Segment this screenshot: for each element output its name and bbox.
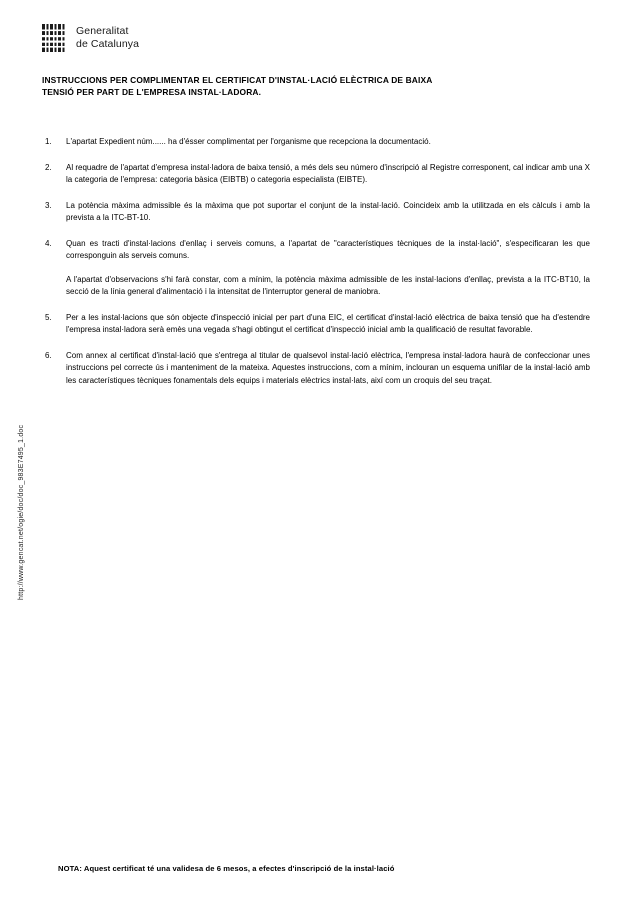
- list-item-number: 4.: [45, 238, 52, 248]
- list-item-paragraph: Al requadre de l'apartat d'empresa instal·ladora de baixa tensió, a més dels seu número d'inscripció al Registre corresponent, cal indicar amb una X la categoria de l'empresa: categoria bàsica (EIBTB) o categoria especialista (EIBTE).: [66, 162, 590, 184]
- list-item-paragraph: Per a les instal·lacions que són objecte d'inspecció inicial per part d'una EIC, el certificat d'instal·lació elèctrica de baixa tensió que ha d'estendre l'empresa instal·ladora serà emès una vegada s'hagi obtingut el certificat d'inspecció inicial amb la qualificació de resultat favorable.: [66, 312, 590, 334]
- list-item-body: [66, 350, 590, 388]
- list-item-body: [66, 136, 590, 149]
- list-item-paragraph: Quan es tracti d'instal·lacions d'enllaç i serveis comuns, a l'apartat de "característiques tècniques de la instal·lació", s'especificaran les que corresponguin als serveis comuns.: [66, 238, 590, 260]
- logo-line-2: de Catalunya: [76, 38, 140, 50]
- list-item-body: [66, 312, 590, 337]
- list-item-number: 5.: [45, 312, 52, 322]
- generalitat-catalunya-logo-icon: [42, 24, 68, 52]
- page-title-line-1: INSTRUCCIONS PER COMPLIMENTAR EL CERTIFICAT D'INSTAL·LACIÓ ELÈCTRICA DE BAIXA: [42, 75, 433, 85]
- list-item-paragraph: La potència màxima admissible és la màxima que pot suportar el conjunt de la instal·lació. Coincideix amb la utilitzada en els càlculs i amb la prevista a la ITC-BT-10.: [66, 200, 590, 222]
- list-item: [42, 162, 590, 187]
- page-title: [42, 74, 590, 98]
- list-item-number: 6.: [45, 350, 52, 360]
- list-item-paragraph: Com annex al certificat d'instal·lació que s'entrega al titular de qualsevol instal·lació elèctrica, l'empresa instal·ladora haurà de confeccionar unes instruccions pel correcte ús i manteniment de la mateixa. Aquestes instruccions, com a mínim, inclouran un esquema unifilar de la instal·lació amb les característiques tècniques fonamentals dels equips i materials elèctrics instal·lats, així com un croquis del seu traçat.: [66, 350, 590, 385]
- list-item-number: 3.: [45, 200, 52, 210]
- list-item-number: 1.: [45, 137, 52, 146]
- list-item: [42, 136, 590, 149]
- logo-line-1: Generalitat: [76, 25, 129, 37]
- list-item-paragraph: L'apartat Expedient núm...... ha d'ésser complimentat per l'organisme que recepciona la documentació.: [66, 137, 431, 146]
- logo-wordmark: [76, 24, 139, 51]
- list-item-body: [66, 200, 590, 225]
- footer-note: NOTA: Aquest certificat té una validesa de 6 mesos, a efectes d'inscripció de la instal·lació: [58, 864, 395, 873]
- list-item-paragraph: A l'apartat d'observacions s'hi farà constar, com a mínim, la potència màxima admissible de les instal·lacions d'enllaç, prevista a la ITC-BT10, la secció de la línia general d'alimentació i la intensitat de l'interruptor general de maniobra.: [66, 274, 590, 296]
- document-header: [42, 24, 139, 52]
- list-item: [42, 200, 590, 225]
- list-item: [42, 238, 590, 299]
- instructions-list: [42, 136, 590, 400]
- list-item-body: [66, 238, 590, 299]
- list-item-body: [66, 162, 590, 187]
- list-item: [42, 312, 590, 337]
- page-title-line-2: TENSIÓ PER PART DE L'EMPRESA INSTAL·LADORA.: [42, 87, 262, 97]
- source-url-sidetext: http://www.gencat.net/ogie/doc/doc_983E7495_1.doc: [18, 424, 25, 600]
- list-item-number: 2.: [45, 162, 52, 172]
- list-item: [42, 350, 590, 388]
